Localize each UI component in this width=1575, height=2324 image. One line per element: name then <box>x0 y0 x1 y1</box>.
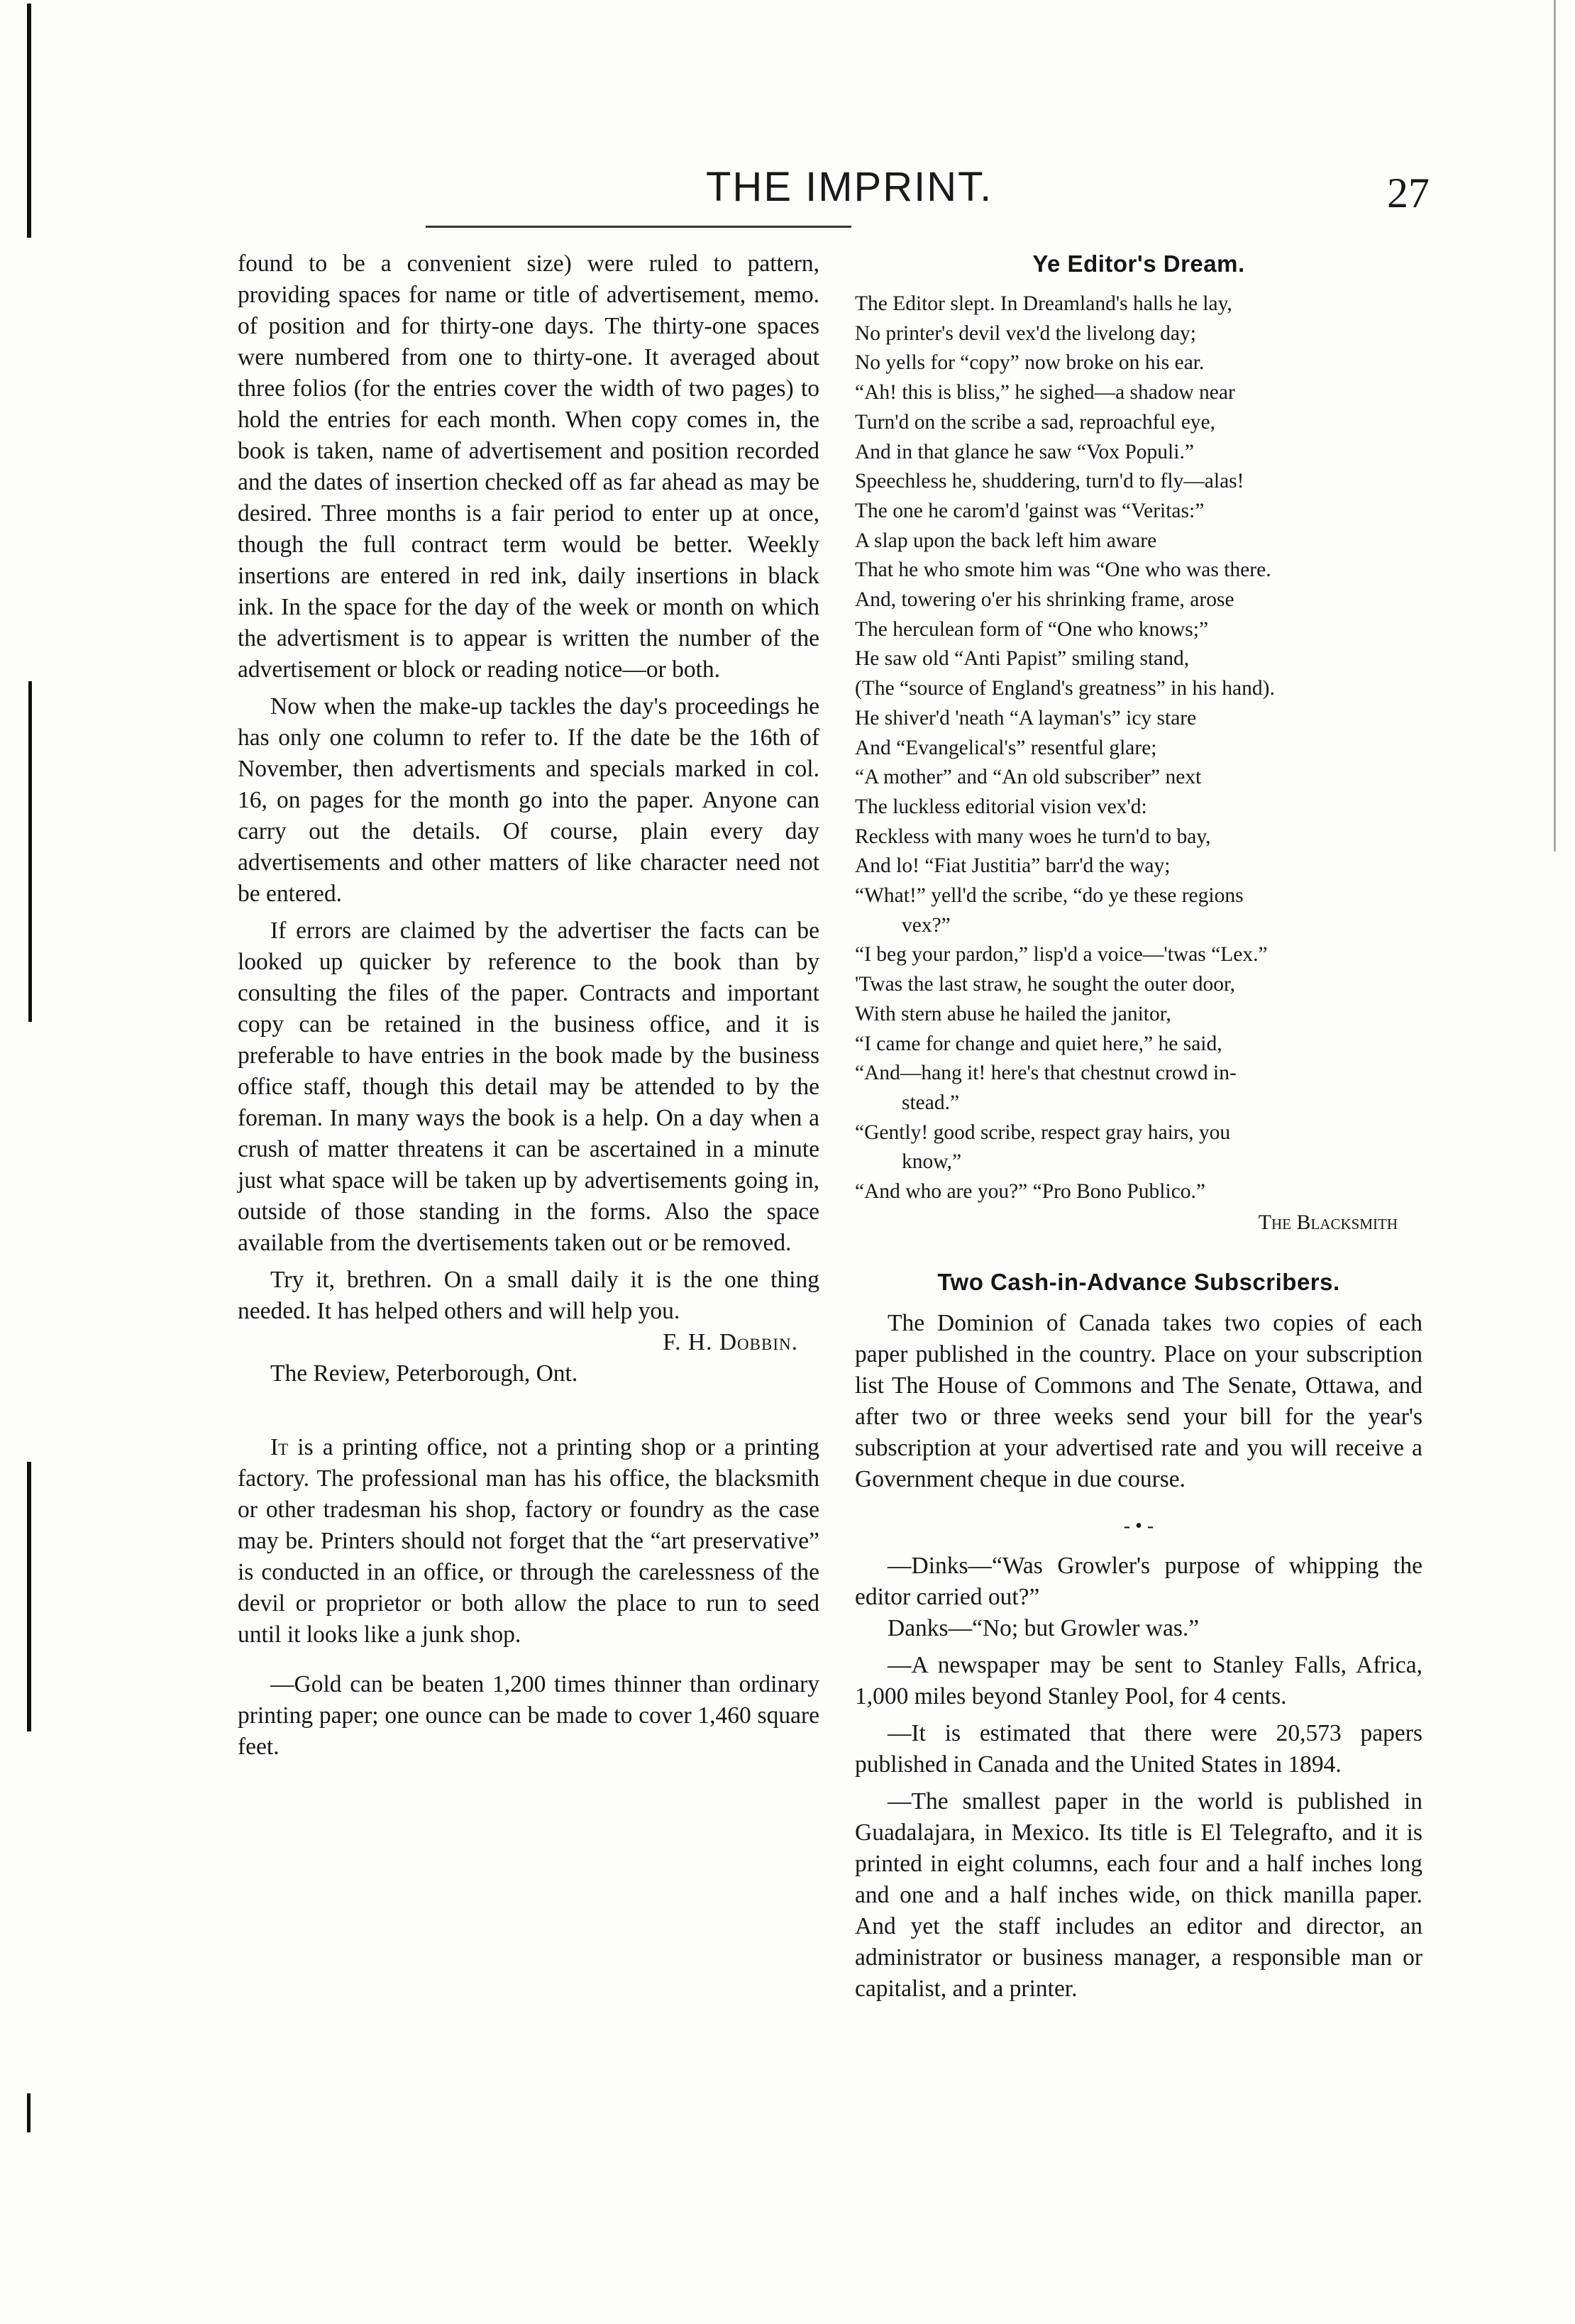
gold-paragraph: —Gold can be beaten 1,200 times thinner than ordinary printing paper; one ounce can be made to cover 1,460 square feet. <box>238 1671 819 1760</box>
article-signature: F. H. Dobbin. <box>663 1329 798 1355</box>
article-paragraph: Try it, brethren. On a small daily it is the one thing needed. It has helped others and will help you. <box>238 1267 819 1324</box>
poem-line: “And who are you?” “Pro Bono Publico.” <box>855 1180 1206 1204</box>
printing-office-paragraph <box>238 1432 819 1651</box>
poem-line: That he who smote him was “One who was there. <box>855 558 1271 582</box>
poem-line: He saw old “Anti Papist” smiling stand, <box>855 647 1190 671</box>
poem-line: And in that glance he saw “Vox Populi.” <box>855 440 1194 463</box>
subscribers-heading: Two Cash-in-Advance Subscribers. <box>937 1268 1340 1295</box>
right-column <box>855 248 1422 2005</box>
article-paragraph: found to be a convenient size) were ruled to pattern, providing spaces for name or title of advertisement, memo. of position and for thirty-one days. The thirty-one spaces were numbered from one to thirty-one. It averaged about three folios (for the entries cover the width of two pages) to hold the entries for each month. When copy comes in, the book is taken, name of advertisement and position recorded and the dates of insertion checked off as far ahead as may be desired. Three months is a fair period to enter up at once, though the full contract term would be better. Weekly insertions are entered in red ink, daily insertions in black ink. In the space for the day of the week or month on which the advertisment is to appear is written the number of the advertisement or block or reading notice—or both. <box>238 250 819 683</box>
poem-line: “I came for change and quiet here,” he said, <box>855 1032 1222 1055</box>
poem-line: Turn'd on the scribe a sad, reproachful eye, <box>855 410 1216 434</box>
poem-signature: The Blacksmith <box>1258 1210 1398 1234</box>
poem-line: No printer's devil vex'd the livelong day; <box>855 321 1196 345</box>
poem-line: “A mother” and “An old subscriber” next <box>855 766 1202 789</box>
poem-line: And lo! “Fiat Justitia” barr'd the way; <box>855 854 1171 878</box>
poem-line: “What!” yell'd the scribe, “do ye these regions <box>855 884 1244 908</box>
poem-line: vex?” <box>902 913 951 937</box>
joke-line: —Dinks—“Was Growler's purpose of whipping the editor carried out?” <box>855 1552 1422 1610</box>
lead-word: It <box>270 1434 289 1460</box>
article-paragraph: If errors are claimed by the advertiser the facts can be looked up quicker by reference to the book than by consulting the files of the paper. Contracts and important copy can be retained in the business office, and it is preferable to have entries in the book made by the business office staff, though this detail may be attended to by the foreman. In many ways the book is a help. On a day when a crush of matter threatens it can be ascertained in a minute just what space will be taken up by advertisements going in, outside of those standing in the forms. Also the space available from the dvertisements taken out or be removed. <box>238 918 819 1256</box>
subscribers-paragraph: The Dominion of Canada takes two copies of each paper published in the country. Place on your subscription list The House of Commons and The Senate, Ottawa, and after two or three weeks send your bill for the year's subscription at your advertised rate and you will receive a Government cheque in due course. <box>855 1309 1422 1492</box>
poem-line: No yells for “copy” now broke on his ear. <box>855 351 1205 375</box>
poem-line: With stern abuse he hailed the janitor, <box>855 1002 1171 1025</box>
poem-line: know,” <box>902 1150 962 1174</box>
paragraph-body: is a printing office, not a printing shop or a printing factory. The professional man has his office, the blacksmith or other tradesman his shop, factory or foundry as the case may be. Printers should not forget that the “art preservative” is conducted in an office, or through the carelessness of the devil or proprietor or both allow the place to run to seed until it looks like a junk shop. <box>238 1434 819 1648</box>
scan-edge-mark <box>27 2093 31 2132</box>
poem-line: The Editor slept. In Dreamland's halls he lay, <box>855 292 1232 315</box>
poem-line: “And—hang it! here's that chestnut crowd in- <box>855 1062 1237 1085</box>
scan-edge-mark <box>1554 0 1556 852</box>
poem-line: (The “source of England's greatness” in his hand). <box>855 677 1275 700</box>
news-item: —The smallest paper in the world is published in Guadalajara, in Mexico. Its title is El Telegrafto, and it is printed in eight columns, each four and a half inches long and one and a half inches wide, on thick manilla paper. And yet the staff includes an editor and director, an administrator or business manager, a responsible man or capitalist, and a printer. <box>855 1788 1422 2002</box>
poem-line: “I beg your pardon,” lisp'd a voice—'twas “Lex.” <box>855 943 1268 967</box>
poem-line: 'Twas the last straw, he sought the outer door, <box>855 973 1235 996</box>
poem <box>855 290 1422 1207</box>
poem-line: And “Evangelical's” resentful glare; <box>855 736 1157 759</box>
scan-edge-mark <box>27 4 31 238</box>
poem-line: The luckless editorial vision vex'd: <box>855 795 1147 818</box>
left-column <box>238 248 819 1763</box>
page-title: THE IMPRINT. <box>706 164 993 210</box>
poem-line: He shiver'd 'neath “A layman's” icy stare <box>855 706 1197 729</box>
poem-line: stead.” <box>902 1091 960 1114</box>
poem-line: Speechless he, shuddering, turn'd to fly—alas! <box>855 470 1244 493</box>
scan-edge-mark <box>27 1462 31 1731</box>
poem-line: Reckless with many woes he turn'd to bay, <box>855 825 1211 848</box>
page-number: 27 <box>1387 170 1430 216</box>
poem-line: The herculean form of “One who knows;” <box>855 617 1209 641</box>
poem-title: Ye Editor's Dream. <box>1032 250 1245 277</box>
scan-edge-mark <box>28 681 32 1022</box>
section-separator: - • - <box>1123 1514 1154 1537</box>
poem-line: A slap upon the back left him aware <box>855 529 1157 552</box>
article-paragraph: Now when the make-up tackles the day's proceedings he has only one column to refer to. If the date be the 16th of November, then advertisments and specials marked in col. 16, on pages for the month go into the paper. Anyone can carry out the details. Of course, plain every day advertisements and other matters of like character need not be entered. <box>238 693 819 907</box>
header-rule <box>426 226 851 228</box>
poem-line: “Gently! good scribe, respect gray hairs, you <box>855 1120 1231 1144</box>
joke-line: Danks—“No; but Growler was.” <box>888 1614 1200 1641</box>
news-item: —It is estimated that there were 20,573 papers published in Canada and the United States in 1894. <box>855 1719 1422 1778</box>
poem-line: The one he carom'd 'gainst was “Veritas:” <box>855 499 1205 522</box>
poem-line: “Ah! this is bliss,” he sighed—a shadow near <box>855 381 1235 404</box>
article-affiliation: The Review, Peterborough, Ont. <box>270 1360 578 1387</box>
poem-line: And, towering o'er his shrinking frame, arose <box>855 588 1234 612</box>
news-item: —A newspaper may be sent to Stanley Falls, Africa, 1,000 miles beyond Stanley Pool, for 4 cents. <box>855 1651 1422 1709</box>
